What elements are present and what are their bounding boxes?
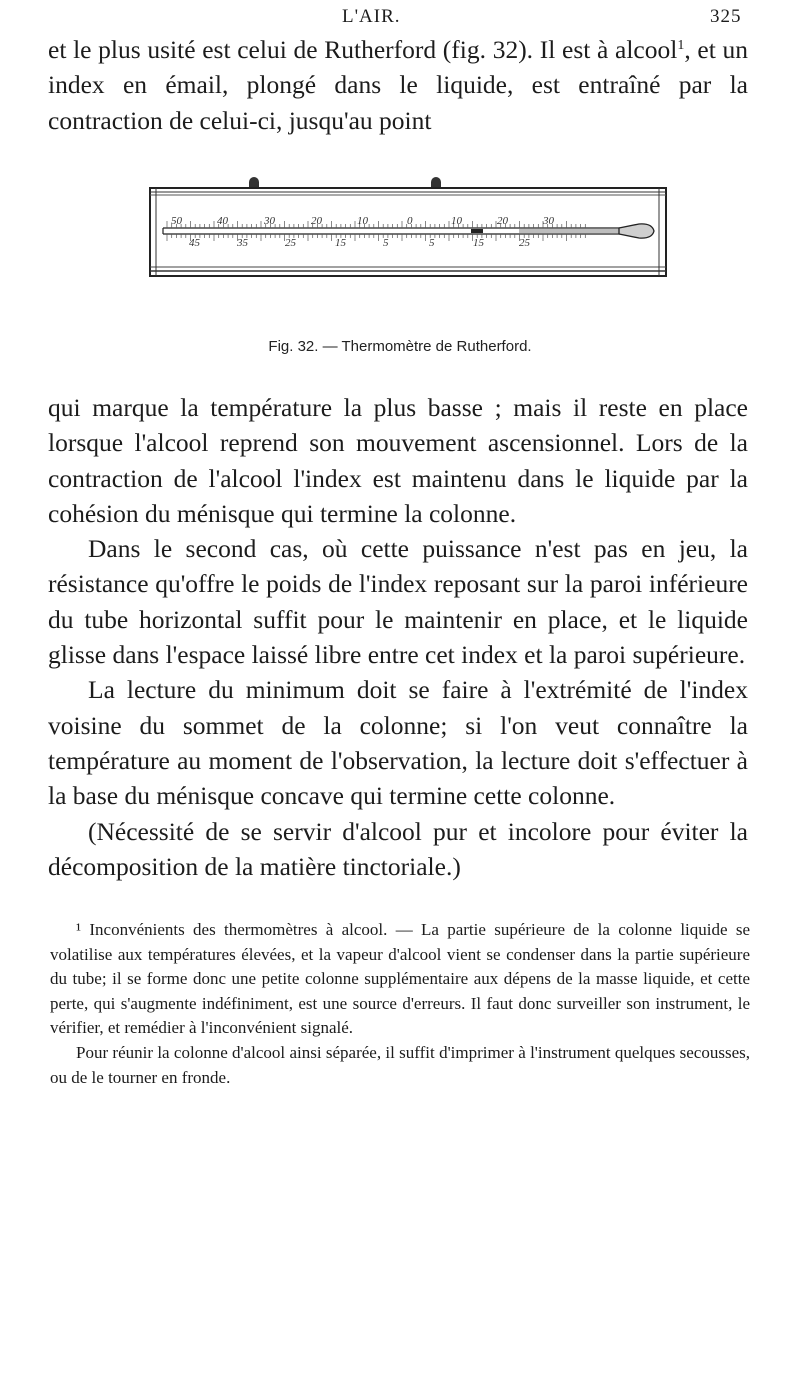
scale-top-label: 10 bbox=[357, 215, 368, 227]
figure-caption: Fig. 32. — Thermomètre de Rutherford. bbox=[268, 338, 532, 355]
footnote-1: ¹ Inconvénients des thermomètres à alcool. — La partie supérieure de la colonne liquide se volatilise aux températures élevées, et la vapeur d'alcool vient se condenser dans la partie supérieure du tube; il se forme donc une petite colonne supplémentaire aux dépens de la masse liquide, et cette perte, qui s'augmente indéfiniment, est une source d'erreurs. Il faut donc surveiller son instrument, le vérifier, et remédier à l'inconvénient signalé. bbox=[50, 920, 750, 1038]
scale-top-label: 30 bbox=[543, 215, 554, 227]
scale-bottom-label: 15 bbox=[335, 237, 346, 249]
scale-labels-top bbox=[171, 215, 555, 227]
scale-top-label: 40 bbox=[217, 215, 228, 227]
scale-bottom-label: 5 bbox=[429, 237, 435, 249]
thermometer-drawing bbox=[149, 176, 668, 286]
footnotes bbox=[50, 918, 750, 1090]
scale-bottom-label: 25 bbox=[519, 237, 530, 249]
scale-top-label: 30 bbox=[264, 215, 275, 227]
enamel-index bbox=[471, 229, 483, 233]
scale-bottom-label: 25 bbox=[285, 237, 296, 249]
thermometer-figure bbox=[149, 176, 668, 286]
thermometer-bulb bbox=[619, 224, 654, 238]
mount-ring-left bbox=[249, 177, 259, 188]
scale-bottom-label: 5 bbox=[383, 237, 389, 249]
paragraph-2: Dans le second cas, où cette puissance n'est pas en jeu, la résistance qu'offre le poids de l'index reposant sur la paroi inférieure du tube horizontal suffit pour le maintenir en place, et le liquide glisse dans l'espace laissé libre entre cet index et la paroi supérieure. bbox=[48, 534, 748, 670]
paragraph-4: (Nécessité de se servir d'alcool pur et incolore pour éviter la décomposition de la matière tinctoriale.) bbox=[48, 816, 748, 881]
paragraph-1: qui marque la température la plus basse ; mais il reste en place lorsque l'alcool reprend son mouvement ascensionnel. Lors de la contraction de l'alcool l'index est maintenu dans le liquide par la cohésion du ménisque qui termine la colonne. bbox=[48, 393, 748, 528]
scale-bottom-label: 15 bbox=[473, 237, 484, 249]
scale-top-label: 10 bbox=[451, 215, 462, 227]
footnote-2: Pour réunir la colonne d'alcool ainsi séparée, il suffit d'imprimer à l'instrument quelques secousses, ou de le tourner en fronde. bbox=[50, 1042, 750, 1087]
paragraph-intro bbox=[48, 32, 748, 138]
scale-bottom-label: 35 bbox=[237, 237, 248, 249]
paragraph-3: La lecture du minimum doit se faire à l'extrémité de l'index voisine du sommet de la colonne; si l'on veut connaître la température au moment de l'observation, la lecture doit s'effectuer à la base du ménisque concave qui termine cette colonne. bbox=[48, 675, 748, 811]
footnote-ref: 1 bbox=[677, 38, 685, 53]
intro-text-a: et le plus usité est celui de Rutherford (fig. 32). Il est à alcool bbox=[48, 35, 678, 64]
scale-labels-bottom bbox=[189, 237, 531, 249]
scale-top-label: 20 bbox=[497, 215, 508, 227]
running-head bbox=[0, 6, 800, 32]
scale-top-label: 50 bbox=[171, 215, 182, 227]
intro-text-b: , et un index en émail, plongé dans le liquide, est entraîné par la contraction de celui-ci, jusqu'au point bbox=[48, 35, 748, 135]
scale-top-label: 20 bbox=[311, 215, 322, 227]
running-head-title: L'AIR. bbox=[342, 6, 401, 27]
scale-bottom-label: 45 bbox=[189, 237, 200, 249]
scale-top-label: 0 bbox=[407, 215, 413, 227]
main-text bbox=[48, 390, 748, 884]
page-number: 325 bbox=[710, 6, 742, 27]
mount-ring-right bbox=[431, 177, 441, 188]
alcohol-column bbox=[519, 229, 629, 233]
